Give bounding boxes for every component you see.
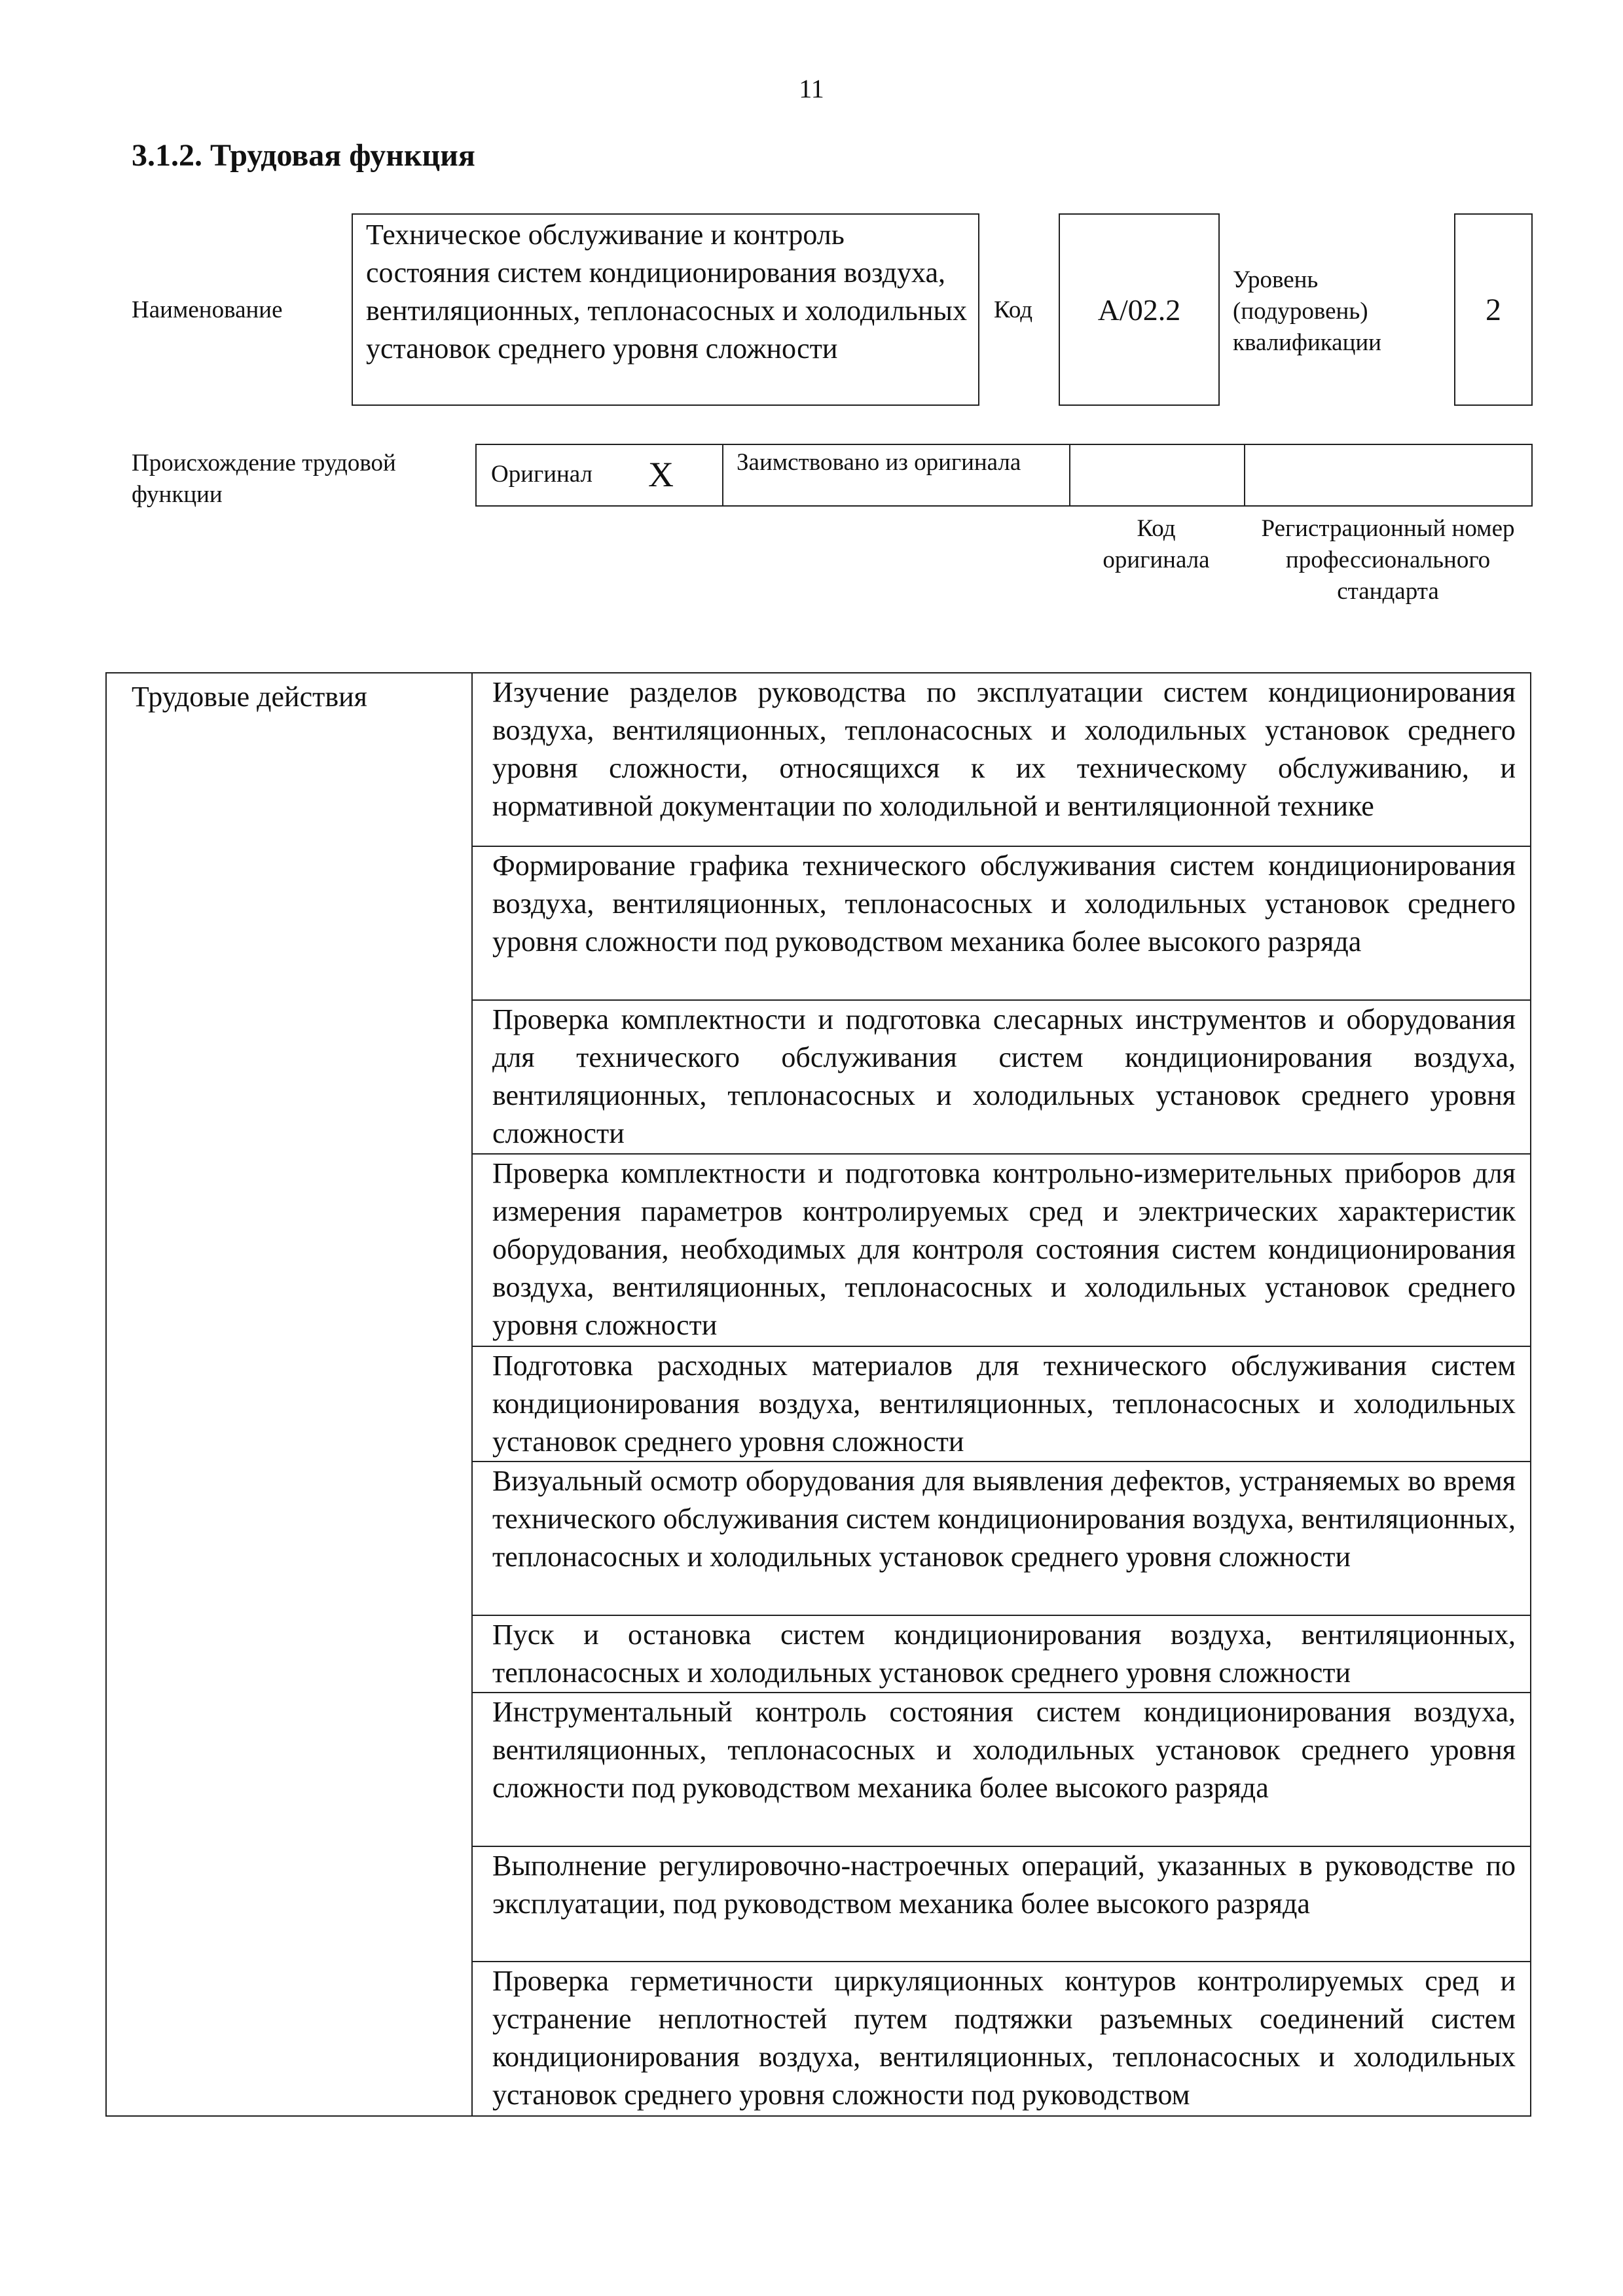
labor-actions-header: Трудовые действия [132,681,367,713]
original-label: Оригинал [491,461,593,488]
labor-action-item: Изучение разделов руководства по эксплуатации систем кондиционирования воздуха, вентиляционных, теплонасосных и холодильных установок среднего уровня сложности, относящихся к их техническому обслуживанию, и нормативной документации по холодильной и вентиляционной технике [473,673,1531,847]
function-code-box: A/02.2 [1059,213,1220,406]
reg-number-caption: Регистрационный номер профессионального стандарта [1261,515,1515,605]
name-label: Наименование [132,296,283,323]
section-title: 3.1.2. Трудовая функция [132,138,475,173]
labor-action-item: Проверка комплектности и подготовка контрольно-измерительных приборов для измерения параметров контролируемых сред и электрических характеристик оборудования, необходимых для контроля состояния систем кондиционирования воздуха, вентиляционных, теплонасосных и холодильных установок среднего уровня сложности [473,1155,1531,1347]
labor-action-item: Подготовка расходных материалов для технического обслуживания систем кондиционирования воздуха, вентиляционных, теплонасосных и холодильных установок среднего уровня сложности [473,1347,1531,1462]
original-mark: X [648,455,674,494]
origin-reg-number-cell [1245,445,1531,505]
labor-action-item: Инструментальный контроль состояния систем кондиционирования воздуха, вентиляционных, теплонасосных и холодильных установок среднего уровня сложности под руководством механика более высокого разряда [473,1693,1531,1847]
level-label: Уровень (подуровень) квалификации [1233,266,1381,356]
labor-action-item: Проверка герметичности циркуляционных контуров контролируемых сред и устранение неплотностей путем подтяжки разъемных соединений систем кондиционирования воздуха, вентиляционных, теплонасосных и холодильных установок среднего уровня сложности под руководством [492,1965,1516,2111]
origin-borrowed-cell [723,445,1070,505]
origin-table [475,444,1533,507]
function-name-box: Техническое обслуживание и контроль состояния систем кондиционирования воздуха, вентиляционных, теплонасосных и холодильных установок среднего уровня сложности [352,213,979,406]
level-value-box: 2 [1454,213,1533,406]
code-original-caption: Код оригинала [1103,515,1210,573]
origin-code-cell [1070,445,1245,505]
labor-actions-table [105,672,1531,2117]
labor-action-item: Выполнение регулировочно-настроечных операций, указанных в руководстве по эксплуатации, под руководством механика более высокого разряда [473,1847,1531,1962]
borrowed-label: Заимствовано из оригинала [737,449,1021,476]
labor-action-item: Пуск и остановка систем кондиционирования воздуха, вентиляционных, теплонасосных и холодильных установок среднего уровня сложности [473,1616,1531,1693]
code-label: Код [994,296,1033,323]
page-number: 11 [799,74,824,103]
labor-action-item: Визуальный осмотр оборудования для выявления дефектов, устраняемых во время технического обслуживания систем кондиционирования воздуха, вентиляционных, теплонасосных и холодильных установок среднего уровня сложности [473,1462,1531,1616]
labor-action-item: Формирование графика технического обслуживания систем кондиционирования воздуха, вентиляционных, теплонасосных и холодильных установок среднего уровня сложности под руководством механика более высокого разряда [473,847,1531,1001]
labor-action-item: Проверка комплектности и подготовка слесарных инструментов и оборудования для технического обслуживания систем кондиционирования воздуха, вентиляционных, теплонасосных и холодильных установок среднего уровня сложности [473,1001,1531,1155]
origin-label: Происхождение трудовой функции [132,450,396,508]
origin-original-cell [477,445,723,505]
